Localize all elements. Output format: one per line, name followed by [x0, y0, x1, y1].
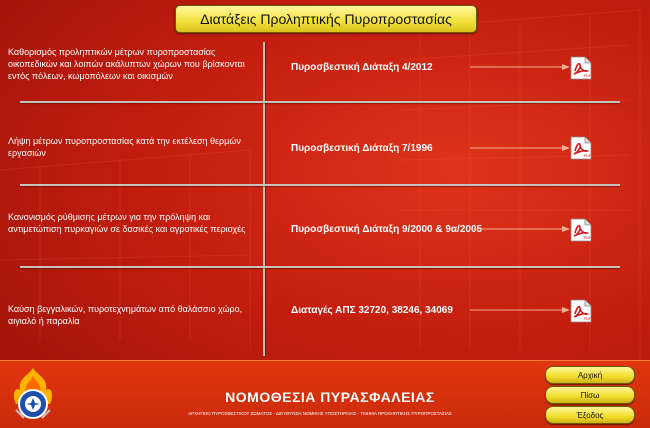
regulation-description: Λήψη μέτρων πυροπροστασίας κατά την εκτέλεση θερμών εργασιών	[8, 136, 241, 158]
regulation-title[interactable]: Διαταγές ΑΠΣ 32720, 38246, 34069	[291, 305, 453, 316]
svg-text:PDF: PDF	[584, 154, 591, 158]
row-divider	[20, 101, 620, 103]
footer-title: ΝΟΜΟΘΕΣΙΑ ΠΥΡΑΣΦΑΛΕΙΑΣ	[225, 389, 435, 405]
svg-text:PDF: PDF	[584, 236, 591, 240]
row-divider	[20, 266, 620, 268]
row-divider	[20, 184, 620, 186]
column-divider	[263, 42, 265, 356]
regulation-title[interactable]: Πυροσβεστική Διάταξη 9/2000 & 9α/2005	[291, 224, 483, 235]
home-button[interactable]: Αρχική	[545, 366, 635, 384]
regulation-description: Καθορισμός προληπτικών μέτρων πυροπροστασίας οικοπεδικών και λοιπών ακάλυπτων χώρων που βρίσκονται εντός πόλεων, κωμοπόλεων και οικισμών	[8, 47, 245, 81]
back-button[interactable]: Πίσω	[545, 386, 635, 404]
arrow-right-icon	[470, 307, 570, 313]
arrow-right-icon	[470, 226, 570, 232]
pdf-icon[interactable]	[570, 218, 592, 242]
arrow-right-icon	[470, 64, 570, 70]
regulation-title[interactable]: Πυροσβεστική Διάταξη 7/1996	[291, 143, 433, 154]
svg-text:PDF: PDF	[584, 317, 591, 321]
regulation-description: Κανονισμός ρύθμισης μέτρων για την πρόληψη και αντιμετώπιση πυρκαγιών σε δασικές και αγροτικές περιοχές	[8, 212, 246, 234]
pdf-icon[interactable]	[570, 299, 592, 323]
exit-button[interactable]: Έξοδος	[545, 406, 635, 424]
regulation-title[interactable]: Πυροσβεστική Διάταξη 4/2012	[291, 62, 433, 73]
svg-text:PDF: PDF	[584, 74, 591, 78]
regulation-description: Καύση βεγγαλικών, πυροτεχνημάτων από θαλάσσιο χώρο, αιγιαλό ή παραλία	[8, 304, 243, 326]
fire-service-emblem-icon	[8, 366, 58, 422]
pdf-icon[interactable]	[570, 56, 592, 80]
footer-subtitle: ΑΡΧΗΓΕΙΟ ΠΥΡΟΣΒΕΣΤΙΚΟΥ ΣΩΜΑΤΟΣ - ΔΙΕΥΘΥΝΣΗ ΝΟΜΙΚΗΣ ΥΠΟΣΤΗΡΙΞΗΣ - ΤΜΗΜΑ ΠΡΟΛΗΠΤΙΚΗΣ ΠΥΡΟΠΡΟΣΤΑΣΙΑΣ	[188, 411, 452, 416]
arrow-right-icon	[470, 145, 570, 151]
pdf-icon[interactable]	[570, 136, 592, 160]
page-title: Διατάξεις Προληπτικής Πυροπροστασίας	[175, 5, 477, 33]
